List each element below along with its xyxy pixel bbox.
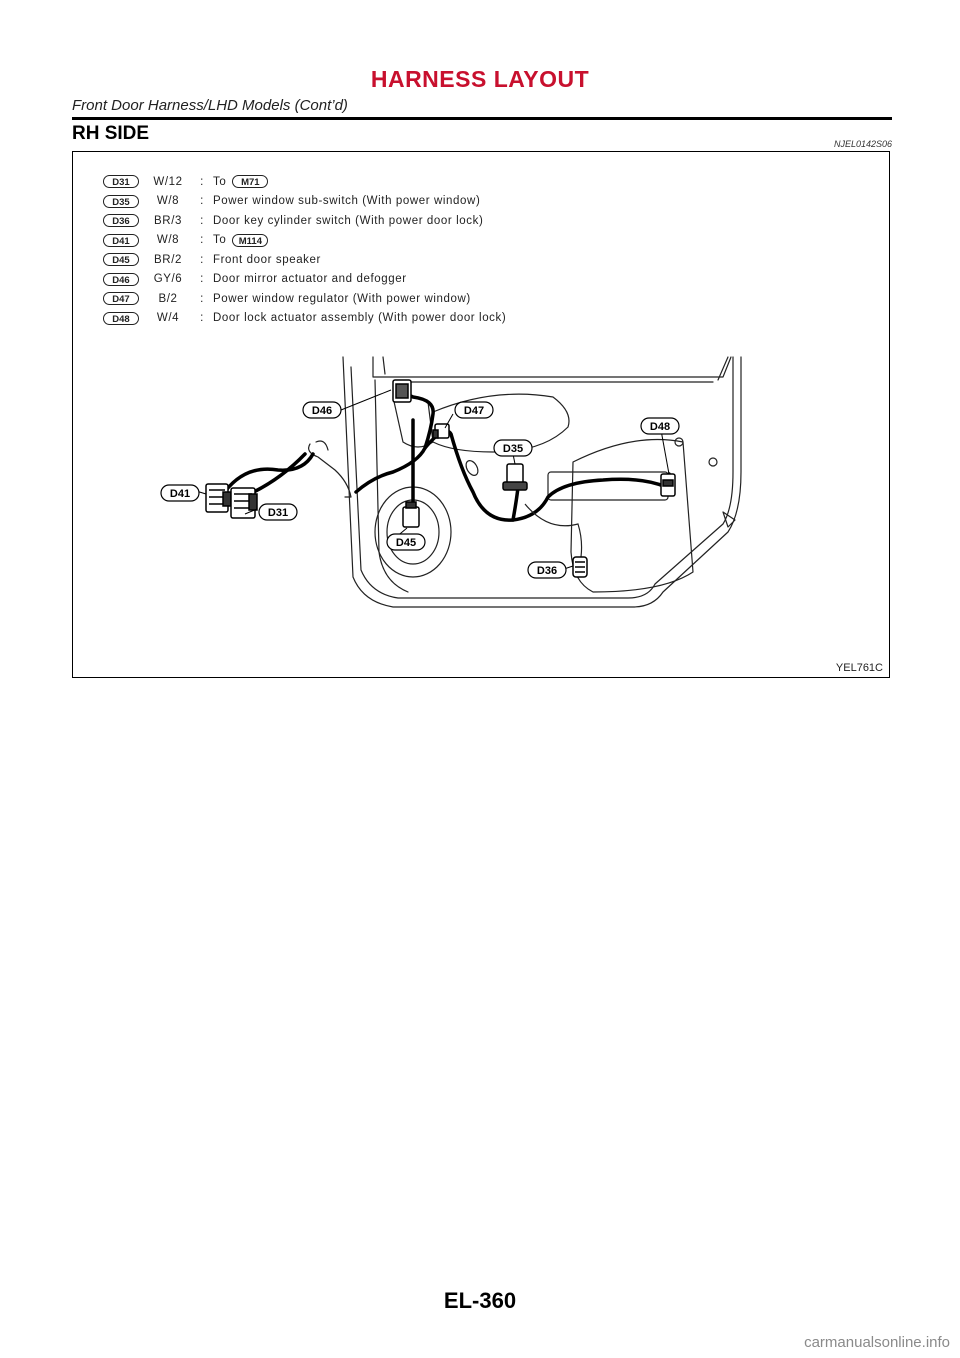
legend-desc: Power window sub-switch (With power window)	[213, 195, 481, 208]
legend-colon: :	[200, 234, 204, 247]
page-header-title: HARNESS LAYOUT	[370, 66, 590, 92]
legend-colon: :	[200, 195, 204, 208]
legend-colon: :	[200, 253, 204, 266]
legend-code: BR/3	[154, 214, 182, 227]
callout-d46	[303, 402, 341, 418]
callout-label: D36	[536, 565, 558, 577]
legend-colon: :	[200, 273, 204, 286]
legend-code: B/2	[158, 292, 178, 305]
legend-desc: To	[213, 234, 227, 247]
callout-d41	[161, 485, 199, 501]
callout-d48	[641, 418, 679, 434]
callout-d47	[455, 402, 493, 418]
callout-label: D35	[502, 443, 524, 455]
connector-badge: D47	[103, 292, 139, 305]
legend-code: W/8	[156, 195, 180, 208]
legend-code: W/8	[156, 234, 180, 247]
harness-figure	[72, 151, 890, 678]
connector-badge: D36	[103, 214, 139, 227]
figure-id: YEL761C	[835, 662, 883, 674]
connector-badge: D35	[103, 195, 139, 208]
legend-code: BR/2	[154, 253, 182, 266]
ref-badge: M71	[232, 175, 268, 188]
legend-code: W/4	[156, 312, 180, 325]
legend-desc: Power window regulator (With power window)	[213, 292, 471, 305]
legend-desc: Door key cylinder switch (With power door lock)	[213, 214, 484, 227]
callout-label: D45	[395, 537, 417, 549]
legend-colon: :	[200, 175, 204, 188]
legend-colon: :	[200, 214, 204, 227]
legend-desc: Door mirror actuator and defogger	[213, 273, 407, 286]
connector-d35	[503, 464, 527, 490]
header-rule	[72, 117, 892, 120]
connector-d31	[231, 488, 257, 518]
callout-label: D41	[169, 488, 191, 500]
connector-d45	[403, 502, 419, 527]
page-header-subtitle: Front Door Harness/LHD Models (Cont’d)	[72, 97, 348, 114]
legend-code: W/12	[153, 175, 183, 188]
section-code: NJEL0142S06	[833, 139, 892, 149]
connector-badge: D41	[103, 234, 139, 247]
connector-d46	[393, 380, 411, 402]
callout-d35	[494, 440, 532, 456]
window-channel	[373, 357, 731, 377]
legend-desc: Front door speaker	[213, 253, 321, 266]
legend-desc: To	[213, 175, 227, 188]
connector-d36	[573, 557, 587, 577]
legend-desc: Door lock actuator assembly (With power door lock)	[213, 312, 507, 325]
callout-label: D31	[267, 507, 289, 519]
connector-d41	[206, 484, 231, 512]
page-number: EL-360	[443, 1288, 517, 1313]
legend-colon: :	[200, 312, 204, 325]
callout-label: D46	[311, 405, 333, 417]
ref-badge: M114	[232, 234, 268, 247]
callout-label: D48	[649, 421, 671, 433]
watermark: carmanualsonline.info	[804, 1334, 950, 1351]
section-title: RH SIDE	[72, 123, 150, 144]
connector-badge: D45	[103, 253, 139, 266]
door-cavity	[571, 440, 693, 593]
callout-d45	[387, 534, 425, 550]
callout-label: D47	[463, 405, 485, 417]
connector-d48	[661, 474, 675, 496]
connector-badge: D31	[103, 175, 139, 188]
legend-code: GY/6	[153, 273, 183, 286]
legend-colon: :	[200, 292, 204, 305]
callout-d31	[259, 504, 297, 520]
callout-d36	[528, 562, 566, 578]
door-harness-diagram	[73, 152, 889, 677]
connector-badge: D48	[103, 312, 139, 325]
connector-badge: D46	[103, 273, 139, 286]
